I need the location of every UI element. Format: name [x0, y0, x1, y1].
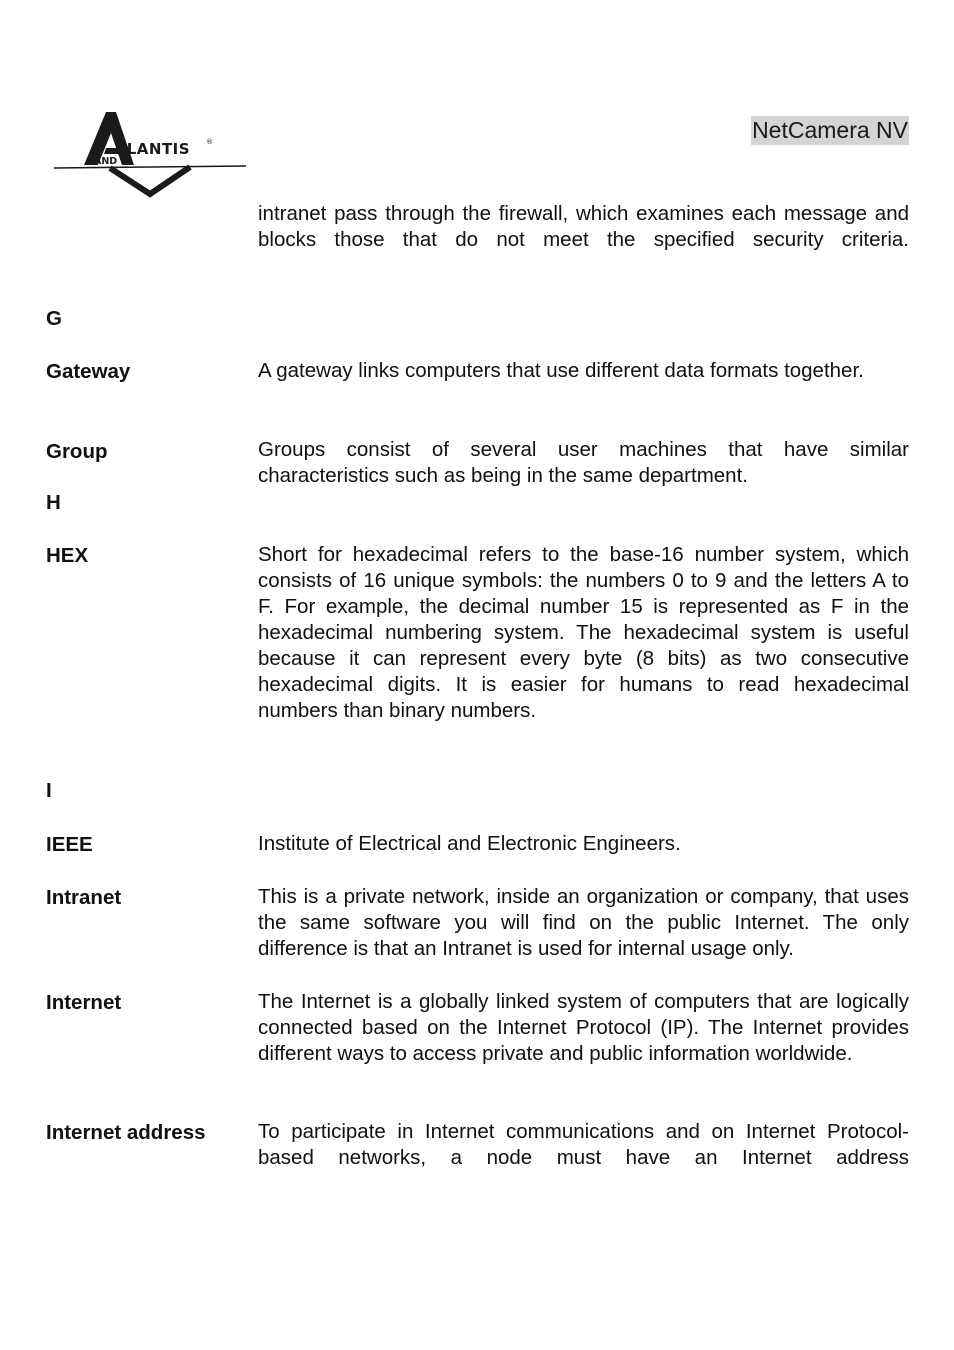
- definition-group: Groups consist of several user machines that have similar characteristics such as being in the same department.: [258, 438, 909, 487]
- intro-paragraph: intranet pass through the firewall, which examines each message and blocks those that do not meet the specified security criteria.: [258, 202, 909, 251]
- term-gateway: Gateway: [46, 360, 131, 383]
- term-group: Group: [46, 440, 108, 463]
- definition-internet-address: To participate in Internet communications and on Internet Protocol-based networks, a node must have an Internet address: [258, 1120, 909, 1169]
- definition-hex: Short for hexadecimal refers to the base-16 number system, which consists of 16 unique symbols: the numbers 0 to 9 and the letters A to F. For example, the decimal number 15 is represented as F in the hexadecimal numbering system. The hexadecimal system is useful because it can represent every byte (8 bits) as two consecutive hexadecimal digits. It is easier for humans to read hexadecimal numbers than binary numbers.: [258, 543, 909, 722]
- svg-text:TLANTIS: TLANTIS: [116, 140, 191, 158]
- term-internet: Internet: [46, 991, 122, 1014]
- section-letter-h: H: [46, 491, 61, 514]
- atlantis-land-logo: [50, 108, 250, 198]
- definition-intranet: This is a private network, inside an organization or company, that uses the same software you will find on the public Internet. The only difference is that an Intranet is used for internal usage only.: [258, 885, 909, 960]
- definition-ieee: Institute of Electrical and Electronic Engineers.: [258, 832, 681, 855]
- term-internet-address: Internet address: [46, 1121, 206, 1144]
- definition-internet: The Internet is a globally linked system of computers that are logically connected based on the Internet Protocol (IP). The Internet provides different ways to access private and public information worldwide.: [258, 990, 909, 1065]
- svg-text:AND: AND: [94, 156, 118, 167]
- svg-text:®: ®: [206, 138, 213, 146]
- definition-gateway: A gateway links computers that use different data formats together.: [258, 359, 864, 382]
- section-letter-i: I: [46, 779, 52, 802]
- document-title: NetCamera NV: [752, 117, 908, 143]
- section-letter-g: G: [46, 307, 62, 330]
- term-hex: HEX: [46, 544, 89, 567]
- term-intranet: Intranet: [46, 886, 122, 909]
- term-ieee: IEEE: [46, 833, 93, 856]
